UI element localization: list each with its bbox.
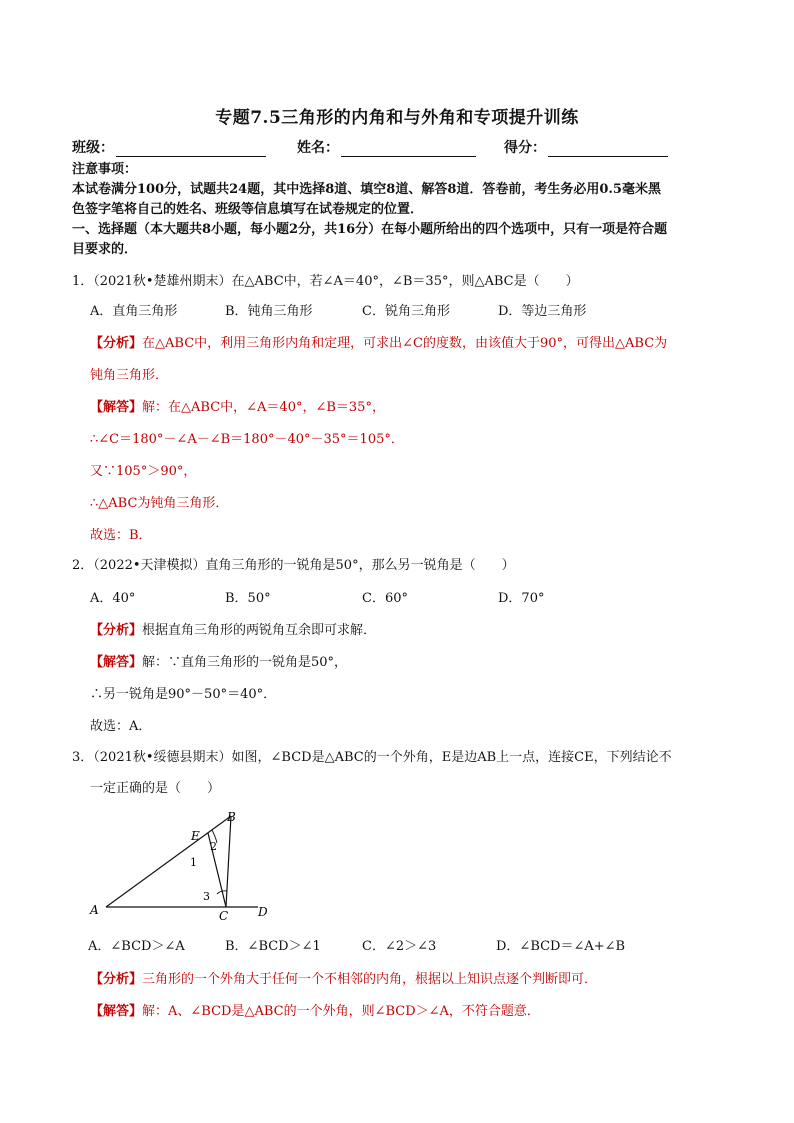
q3-option-a: A．∠BCD＞∠A (88, 939, 185, 954)
q3-option-c: C．∠2＞∠3 (362, 939, 437, 954)
segment-bc (226, 816, 231, 907)
class-blank (116, 141, 266, 157)
score-blank (548, 141, 668, 157)
class-field (72, 137, 266, 157)
q2-stem: 2．（2022•天津模拟）直角三角形的一锐角是50°，那么另一锐角是（ ） (72, 558, 515, 573)
q2-answer-text: 解：∵直角三角形的一锐角是50°， (142, 655, 348, 670)
q2-options (90, 589, 750, 609)
segment-ab (106, 816, 231, 907)
q1-option-c: C．锐角三角形 (362, 304, 450, 319)
label-angle-1: 1 (190, 856, 197, 869)
q2-analysis-tag: 【分析】 (90, 623, 143, 638)
q3-option-d: D．∠BCD＝∠A+∠B (496, 939, 626, 954)
q3-answer-tag: 【解答】 (90, 1004, 143, 1019)
q2-answer-line-2: ∴另一锐角是90°－50°＝40°． (90, 687, 277, 702)
q1-analysis-text: 在△ABC中，利用三角形内角和定理，可求出∠C的度数，由该值大于90°，可得出△ABC为 (142, 336, 668, 351)
q1-answer-text: 解：在△ABC中，∠A＝40°，∠B＝35°， (142, 400, 385, 415)
notice-line-1: 本试卷满分100分，试题共24题，其中选择8道、填空8道、解答8道．答卷前，考生务必用0.5毫米黑 (72, 182, 661, 197)
label-point-c: C (219, 909, 229, 923)
q3-option-b: B．∠BCD＞∠1 (225, 939, 321, 954)
q1-analysis (90, 334, 750, 354)
name-field (297, 137, 476, 157)
q2-option-d: D．70° (498, 591, 545, 606)
q1-analysis-line-2: 钝角三角形． (90, 368, 169, 383)
q1-answer (90, 398, 750, 418)
notice-line-2: 色签字笔将自己的姓名、班级等信息填写在试卷规定的位置． (72, 202, 424, 217)
label-angle-3: 3 (203, 890, 210, 903)
q3-analysis (90, 970, 750, 990)
q1-stem: 1．（2021秋•楚雄州期末）在△ABC中，若∠A＝40°，∠B＝35°，则△ABC是（ ） (72, 274, 579, 289)
page-title: 专题7.5三角形的内角和与外角和专项提升训练 (215, 108, 579, 128)
label-point-a: A (90, 903, 99, 917)
q2-option-b: B．50° (225, 591, 271, 606)
q3-stem-line-1: 3．（2021秋•绥德县期末）如图，∠BCD是△ABC的一个外角，E是边AB上一点，连接CE，下列结论不 (72, 750, 672, 765)
section-heading-line-1: 一、选择题（本大题共8小题，每小题2分，共16分）在每小题所给出的四个选项中，只有一项是符合题 (72, 222, 668, 237)
q2-answer-line-3: 故选：A． (90, 719, 152, 734)
q3-answer (90, 1002, 750, 1022)
q3-stem-line-2: 一定正确的是（ ） (90, 781, 221, 796)
section-heading-line-2: 目要求的． (72, 242, 138, 257)
q2-option-c: C．60° (362, 591, 408, 606)
q3-options (88, 937, 748, 957)
q1-answer-tag: 【解答】 (90, 400, 143, 415)
q3-analysis-text: 三角形的一个外角大于任何一个不相邻的内角，根据以上知识点逐个判断即可． (142, 972, 598, 987)
q2-analysis (90, 621, 750, 641)
q1-option-d: D．等边三角形 (498, 304, 587, 319)
label-angle-2: 2 (210, 840, 217, 853)
name-blank (341, 141, 476, 157)
q1-option-b: B．钝角三角形 (225, 304, 313, 319)
q1-options (90, 302, 750, 322)
q3-analysis-tag: 【分析】 (90, 972, 143, 987)
score-field (504, 137, 668, 157)
student-info-row (72, 137, 732, 159)
q1-analysis-tag: 【分析】 (90, 336, 143, 351)
q2-answer (90, 653, 750, 673)
q1-answer-line-5: 故选：B． (90, 528, 152, 543)
q3-triangle-figure (86, 810, 286, 925)
label-point-e: E (191, 829, 200, 843)
q1-answer-line-4: ∴△ABC为钝角三角形． (90, 496, 229, 511)
q1-option-a: A．直角三角形 (90, 304, 178, 319)
class-label: 班级： (72, 140, 114, 156)
q2-option-a: A．40° (90, 591, 136, 606)
q2-answer-tag: 【解答】 (90, 655, 143, 670)
q1-answer-line-2: ∴∠C＝180°－∠A－∠B＝180°－40°－35°＝105°． (90, 432, 404, 447)
label-point-d: D (258, 905, 268, 919)
notice-heading: 注意事项： (72, 162, 138, 177)
q2-analysis-text: 根据直角三角形的两锐角互余即可求解． (142, 623, 377, 638)
score-label: 得分： (504, 140, 546, 156)
label-point-b: B (227, 810, 236, 824)
triangle-diagram (86, 810, 286, 925)
name-label: 姓名： (297, 140, 339, 156)
q1-answer-line-3: 又∵105°＞90°， (90, 464, 197, 479)
q3-answer-text: 解：A、∠BCD是△ABC的一个外角，则∠BCD＞∠A，不符合题意． (142, 1004, 540, 1019)
